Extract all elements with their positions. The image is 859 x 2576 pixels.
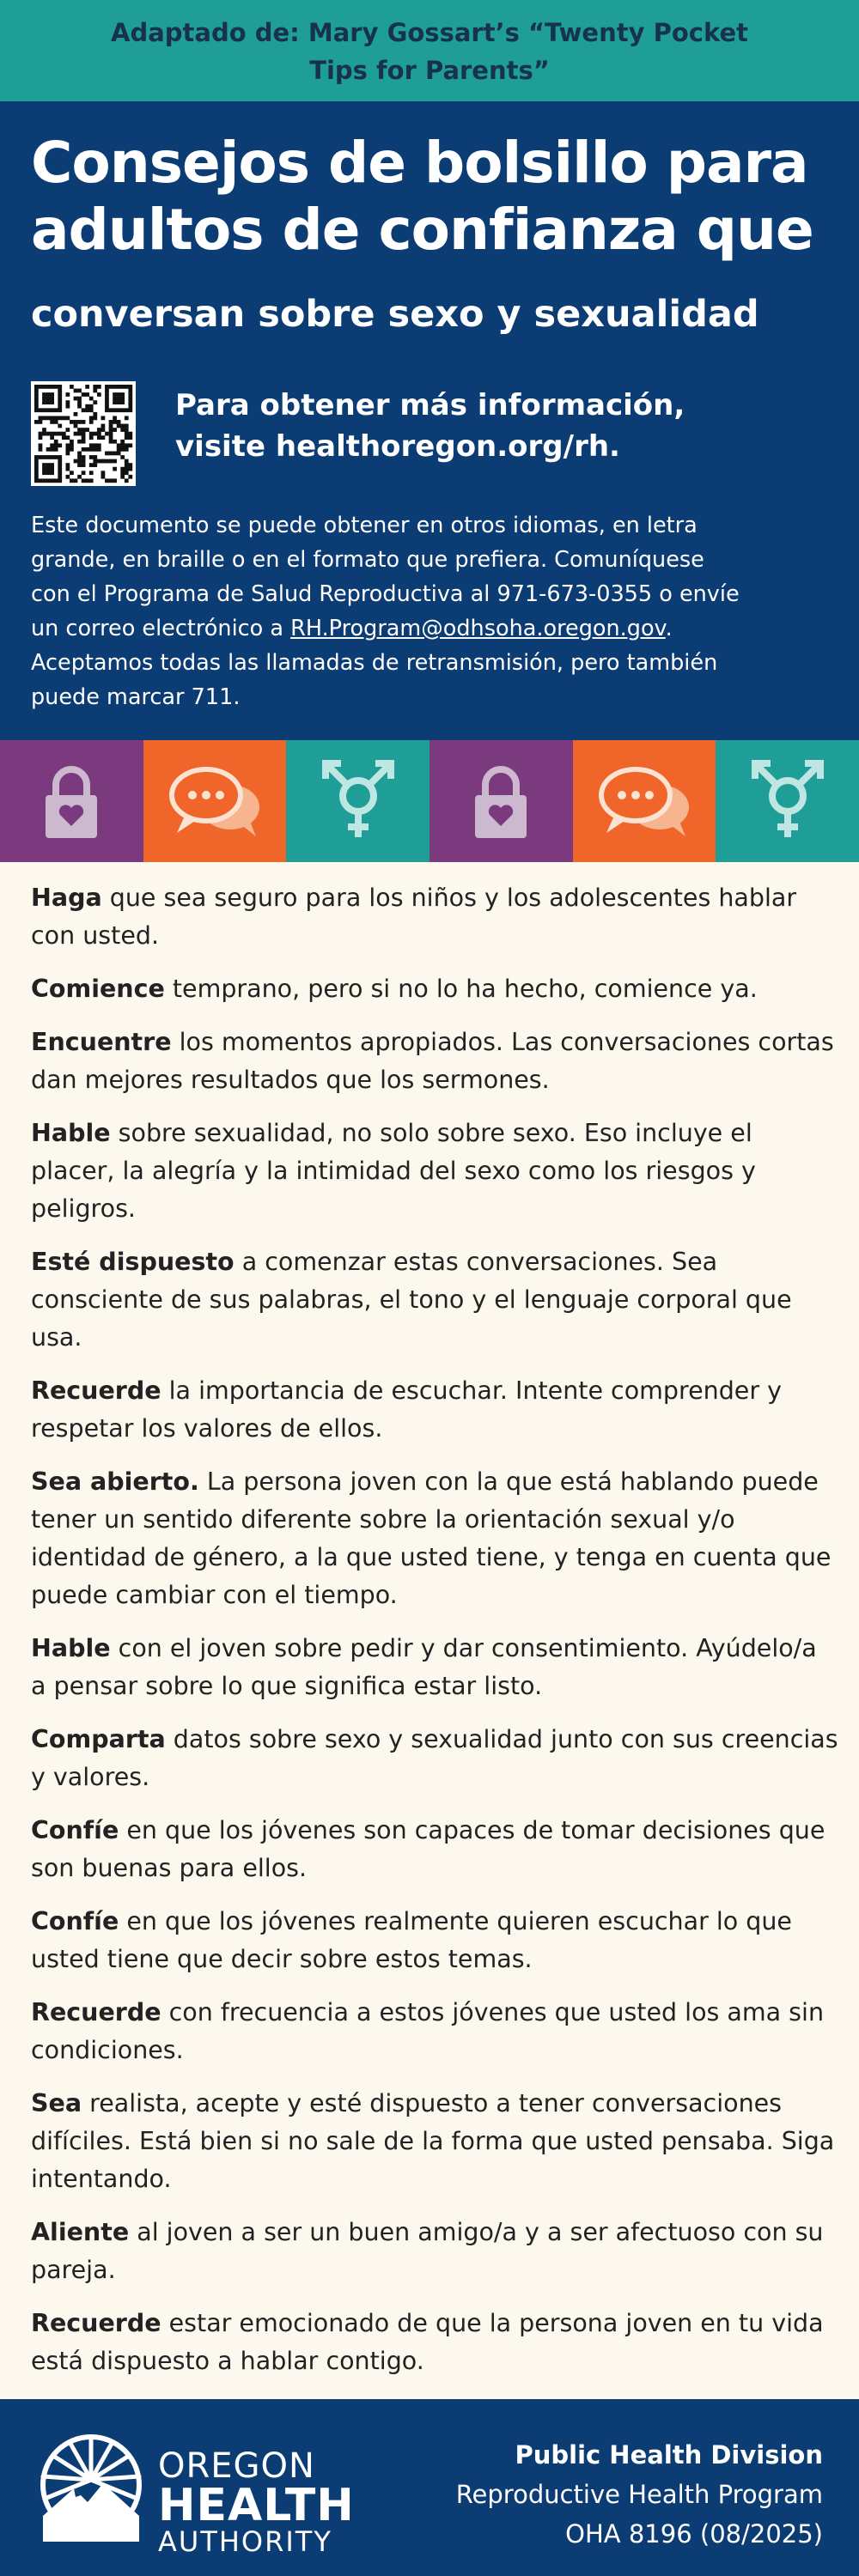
email-suffix: . (665, 616, 673, 641)
lock-heart-icon (43, 762, 100, 840)
access-line-4 (31, 611, 838, 646)
tip-bold: Esté dispuesto (31, 1248, 235, 1276)
speech-bubbles-tile (573, 740, 716, 862)
tip-bold: Aliente (31, 2218, 130, 2246)
tip-text: en que los jóvenes son capaces de tomar decisiones que son buenas para ellos. (31, 1816, 825, 1882)
tip-item (31, 2305, 838, 2380)
agency-name (158, 2447, 355, 2557)
tip-item (31, 1812, 838, 1887)
email-link[interactable]: RH.Program@odhsoha.oregon.gov (290, 616, 666, 641)
source-line-1: Adaptado de: Mary Gossart’s “Twenty Pocket (111, 18, 748, 47)
oregon-health-authority-logo-icon (31, 2430, 151, 2542)
title-line-3: conversan sobre sexo y sexualidad (31, 293, 759, 336)
gender-symbol-icon (317, 758, 399, 844)
tip-item (31, 879, 838, 955)
tip-text: sobre sexualidad, no solo sobre sexo. Eso incluye el placer, la alegría y la intimidad del sexo como los riesgos y peligros. (31, 1119, 756, 1223)
gender-symbol-tile (716, 740, 859, 862)
access-line-5: Aceptamos todas las llamadas de retransmisión, pero también (31, 650, 718, 676)
speech-bubbles-tile (143, 740, 287, 862)
tip-bold: Confíe (31, 1816, 119, 1844)
tip-text: los momentos apropiados. Las conversaciones cortas dan mejores resultados que los sermones. (31, 1028, 834, 1094)
tip-bold: Hable (31, 1119, 111, 1147)
info-line-2[interactable]: visite healthoregon.org/rh. (175, 429, 620, 464)
tip-text: datos sobre sexo y sexualidad junto con sus creencias y valores. (31, 1725, 838, 1791)
email-prefix: un correo electrónico a (31, 616, 291, 641)
tip-text: estar emocionado de que la persona joven en tu vida está dispuesto a hablar contigo. (31, 2309, 824, 2375)
tip-bold: Encuentre (31, 1028, 172, 1056)
footer (0, 2399, 859, 2576)
tip-text: La persona joven con la que está hablando puede tener un sentido diferente sobre la orientación sexual y/o identidad de género, a la que usted tiene, y tenga en cuenta que puede cambiar con el tiempo. (31, 1467, 832, 1609)
title-line-2: adultos de confianza que (31, 197, 813, 263)
tip-bold: Comience (31, 975, 165, 1003)
source-line-2: Tips for Parents” (309, 56, 550, 85)
tip-item (31, 1721, 838, 1796)
access-line-1: Este documento se puede obtener en otros idiomas, en letra (31, 513, 698, 538)
speech-bubbles-icon (167, 762, 263, 840)
tip-text: que sea seguro para los niños y los adolescentes hablar con usted. (31, 884, 797, 950)
agency-line-3: AUTHORITY (158, 2525, 332, 2558)
tip-item (31, 1994, 838, 2069)
source-banner (0, 0, 859, 101)
tip-text: en que los jóvenes realmente quieren escuchar lo que usted tiene que decir sobre estos temas. (31, 1907, 792, 1973)
tip-bold: Recuerde (31, 1998, 161, 2026)
access-line-6: puede marcar 711. (31, 684, 241, 710)
tip-text: realista, acepte y esté dispuesto a tener conversaciones difíciles. Está bien si no sale de la forma que usted pensaba. Siga intentando. (31, 2089, 835, 2193)
gender-symbol-tile (286, 740, 430, 862)
tip-item (31, 2085, 838, 2198)
qr-code-icon[interactable] (31, 381, 136, 486)
tip-text: a comenzar estas conversaciones. Sea consciente de sus palabras, el tono y el lenguaje corporal que usa. (31, 1248, 792, 1352)
tip-text: al joven a ser un buen amigo/a y a ser afectuoso con su pareja. (31, 2218, 824, 2284)
access-line-3: con el Programa de Salud Reproductiva al 971-673-0355 o envíe (31, 581, 740, 607)
access-line-2: grande, en braille o en el formato que prefiera. Comuníquese (31, 547, 704, 573)
tip-bold: Sea (31, 2089, 82, 2117)
division-name: Public Health Division (515, 2440, 823, 2470)
icon-strip (0, 740, 859, 862)
tip-item (31, 1024, 838, 1099)
tip-bold: Confíe (31, 1907, 119, 1935)
header-section (0, 101, 859, 740)
tip-item (31, 1372, 838, 1448)
division-info (456, 2435, 823, 2554)
tip-text: con el joven sobre pedir y dar consentimiento. Ayúdelo/a a pensar sobre lo que significa estar listo. (31, 1634, 817, 1700)
tip-item (31, 1115, 838, 1228)
program-name: Reproductive Health Program (455, 2480, 823, 2509)
agency-line-2: HEALTH (158, 2480, 355, 2531)
tip-bold: Recuerde (31, 1376, 161, 1405)
accessibility-notice (31, 508, 838, 714)
tip-item (31, 1903, 838, 1978)
tip-bold: Sea abierto. (31, 1467, 199, 1496)
info-line-1: Para obtener más información, (175, 388, 685, 422)
tip-item (31, 970, 838, 1008)
tip-text: temprano, pero si no lo ha hecho, comience ya. (164, 975, 758, 1003)
tip-bold: Haga (31, 884, 102, 912)
tip-bold: Recuerde (31, 2309, 161, 2337)
tip-item (31, 1463, 838, 1614)
lock-heart-tile (0, 740, 143, 862)
tip-text: con frecuencia a estos jóvenes que usted los ama sin condiciones. (31, 1998, 825, 2064)
speech-bubbles-icon (596, 762, 692, 840)
tip-item (31, 1630, 838, 1705)
document-code: OHA 8196 (08/2025) (565, 2519, 823, 2549)
tip-item (31, 1243, 838, 1357)
agency-line-1: OREGON (158, 2446, 315, 2486)
tip-item (31, 2214, 838, 2289)
tip-text: la importancia de escuchar. Intente comprender y respetar los valores de ellos. (31, 1376, 782, 1443)
tip-bold: Hable (31, 1634, 111, 1662)
lock-heart-tile (430, 740, 573, 862)
lock-heart-icon (472, 762, 529, 840)
tips-list (31, 879, 838, 2396)
more-info (175, 385, 685, 467)
tip-bold: Comparta (31, 1725, 166, 1753)
gender-symbol-icon (746, 758, 829, 844)
title-line-1: Consejos de bolsillo para (31, 130, 808, 196)
